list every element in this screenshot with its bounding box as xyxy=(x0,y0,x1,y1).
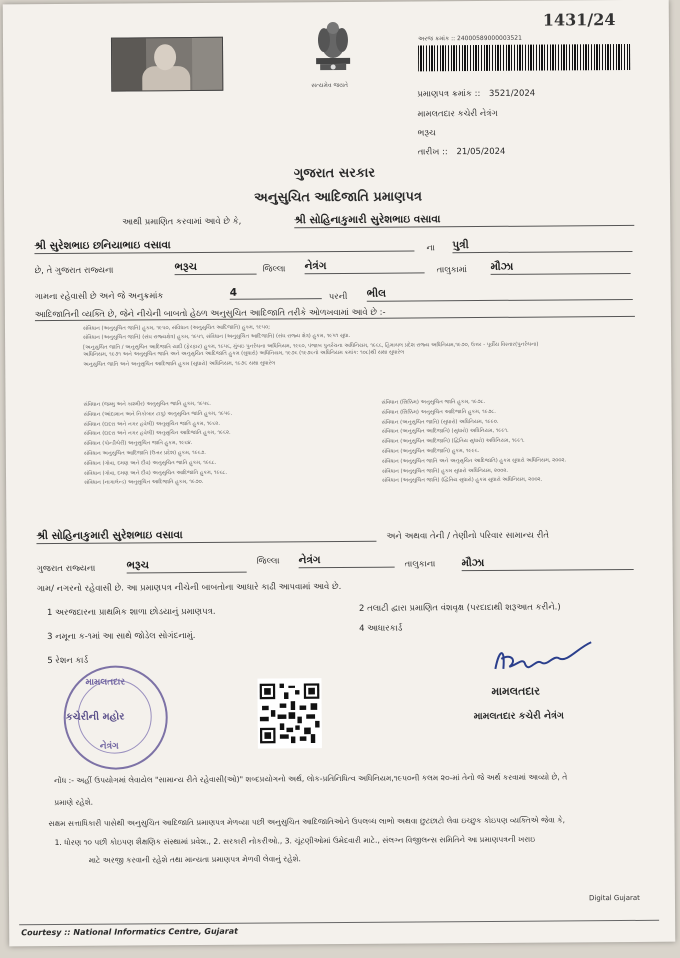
relation: પુત્રી xyxy=(452,238,632,253)
tribe-line: આદિજાતિની વ્યક્તિ છે, જેને નીચેની બાબતો હેઠળ અનુસુચિત આદિજાતિ તરીકે ઓળખવામાં આવે છે :- xyxy=(35,306,635,321)
officer-title: મામલતદાર xyxy=(491,684,540,698)
family-village: મૌઝા xyxy=(462,556,634,571)
order-item: સંવિધાન (જમ્મુ અને કાશ્મીર) અનુસુચિત જાતિ હુકમ, ૧૯૫૬. xyxy=(83,400,211,408)
national-emblem-icon xyxy=(308,18,358,82)
family-district: ભરૂચ xyxy=(127,559,247,574)
applicant-photo xyxy=(111,37,223,92)
order-item: સંવિધાન (દાદરા અને નગર હવેલી) અનુસુચિત આદિજાતિ હુકમ, ૧૯૬૨. xyxy=(83,430,231,438)
order-item: સંવિધાન (પોન્ડીચેરી) અનુસુચિત જાતિ હુકમ, ૧૯૬૪. xyxy=(83,440,193,447)
order-item: સંવિધાન અનુસુચિત આદિજાતિ (ઉત્તર પ્રદેશ) હુકમ, ૧૯૬૭. xyxy=(83,449,206,457)
taluka-suffix: તાલુકામાં xyxy=(436,265,467,276)
order-item: સંવિધાન (અનુસુચિત જાતિ) હુકમ સુધારો અધિનિયમ, ૨૦૦૨. xyxy=(381,467,509,475)
officer-signature xyxy=(487,638,597,683)
orders-left-list xyxy=(83,400,344,490)
order-item: સંવિધાન (અનુસુચિત આદિજાતિ) હુકમ, ૧૯૯૬. xyxy=(381,448,480,455)
order-item: સંવિધાન (ગોવા, દમણ અને દીવ) અનુસુચિત આદિજાતિ હુકમ, ૧૯૬૮. xyxy=(83,469,228,477)
certificate-title: અનુસુચિત આદિજાતિ પ્રમાણપત્ર xyxy=(254,189,423,206)
document-item: 1 અરજદારના પ્રાથમિક શાળા છોડયાનું પ્રમાણપત્ર. xyxy=(46,606,216,619)
barcode-label: અરજ ક્રમાંક :: 24000589000003521 xyxy=(417,34,522,43)
date-label: તારીખ :: xyxy=(417,147,448,158)
note-line: નોંધ :- અહીં ઉપયોગમાં લેવાયેલ "સામાન્ય રીતે રહેવાસી(ઓ)" શબ્દપ્રયોગનો અર્થ, લોક-પ્રતિનિધિત્વ અધિનિયમ,૧૯૫૦ની કલમ ૨૦-માં તેનો જે અર્થ કરવામાં આવ્યો છે, તે xyxy=(54,772,568,785)
order-item: અનુસુચિત જાતિ અને અનુસુચિત આદિજાતિ હુકમ (સુધારો) અધિનિયમ, ૧૯૭૬ યથા સુધારેલ xyxy=(83,360,276,368)
orders-right-list xyxy=(381,398,642,488)
handwritten-number: 1431/24 xyxy=(542,10,616,30)
basis-line: ગામ/ નગરનો રહેવાસી છે. આ પ્રમાણપત્ર નીચેની બાબતોના આધારે કાઢી આપવામાં આવે છે. xyxy=(36,581,342,595)
district-suffix: જિલ્લા xyxy=(262,264,286,275)
order-item: સંવિધાન (અનુસુચિત જાતિ અને અનુસુચિત આદિજાતિ) હુકમ સુધારો અધિનિયમ, ૨૦૦૨. xyxy=(381,457,567,465)
family-taluka-suffix: તાલુકાના xyxy=(404,559,436,570)
state-prefix: છે, તે ગુજરાત રાજ્યના xyxy=(34,265,114,277)
qr-code-image xyxy=(257,678,321,748)
order-item: સંવિધાન (આંદામાન અને નિકોબાર ટાપુ) અનુસુચિત જાતિ હુકમ, ૧૯૫૯. xyxy=(83,410,233,418)
certificate-number-label: પ્રમાણપત્ર ક્રમાંક :: xyxy=(417,89,481,100)
document-item: 3 નમૂના ક-૧માં આ સાથે જોડેલ સોગંદનામું. xyxy=(47,631,196,643)
digital-gujarat-label: Digital Gujarat xyxy=(588,893,640,903)
order-item: સંવિધાન (અનુસુચિત જાતિ) હુકમ, ૧૯૫૦, સંવિધાન (અનુસુચિત આદિજાતિ) હુકમ, ૧૯૫૦; xyxy=(82,324,270,332)
note-line: સક્ષમ સત્તાધિકારી પાસેથી અનુસુચિત આદિજાતિ પ્રમાણપત્ર મેળવ્યા પછી અનુસુચિત આદિજાતિઓને ઉપલબ્ધ લાભો અથવા છુટછાટો લેવા ઇચ્છુક કોઇપણ વ્યક્તિએ જેવા કે, xyxy=(48,815,566,829)
applicant-name: શ્રી સોહિનાકુમારી સુરેશભાઇ વસાવા xyxy=(294,212,634,228)
family-suffix: અને અથવા તેની / તેણીનો પરિવાર સામાન્ય રીતે xyxy=(386,530,550,542)
note-line: માટે અરજી કરવાની રહેશે તથા માન્યતા પ્રમાણપત્ર મેળવી લેવાનું રહેશે. xyxy=(88,854,301,865)
document-item: 2 તલાટી દ્વારા પ્રમાણિત વંશવૃક્ષ (પરદાદાથી શરૂઆત કરીને.) xyxy=(358,602,561,614)
serial-number: 4 xyxy=(230,286,322,300)
order-item: સંવિધાન (સિક્કિમ) અનુસુચિત જાતિ હુકમ, ૧૯૭૮. xyxy=(381,398,486,406)
footer-divider xyxy=(19,920,659,925)
relation-prefix: ના xyxy=(426,243,435,254)
courtesy-text: Courtesy :: National Informatics Centre, Gujarat xyxy=(21,926,238,938)
family-district-suffix: જિલ્લા xyxy=(256,556,280,567)
father-name: શ્રી સુરેશભાઇ છનિયાભાઇ વસાવા xyxy=(34,237,414,254)
officer-office: મામલતદાર કચેરી નેત્રંગ xyxy=(473,710,564,723)
order-item: સંવિધાન (અનુસુચિત આદિજાતિ) (સુધારો) અધિનિયમ, ૧૯૯૧. xyxy=(381,428,509,436)
order-item: સંવિધાન (દાદરા અને નગર હવેલી) અનુસુચિત જાતિ હુકમ, ૧૯૬૨. xyxy=(83,420,220,428)
serial-suffix: પરની xyxy=(328,291,348,303)
order-item: સંવિધાન (અનુસુચિત જાતિ) (દ્વિતિય સુધારો) હુકમ સુધારો અધિનિયમ, ૨૦૦૨. xyxy=(382,476,543,485)
district-value: ભરૂચ xyxy=(175,261,257,276)
note-line: 1. ધોરણ ૧૦ પછી કોઇપણ શૈક્ષણિક સંસ્થામાં પ્રવેશ., 2. સરકારી નોકરીઓ., 3. ચૂંટણીઓમાં ઉમેદવારી માટે., સંલગ્ન વિજીલન્સ સમિતિને આ પ્રમાણપત્રની ખરાઇ xyxy=(54,834,536,847)
taluka-value: નેત્રંગ xyxy=(305,259,425,274)
office-line: મામલતદાર કચેરી નેત્રંગ xyxy=(417,108,498,120)
certify-text: આથી પ્રમાણિત કરવામાં આવે છે કે, xyxy=(122,216,242,228)
order-item: સંવિધાન (અનુસુચિત જાતિ) (સંઘ રાજ્યક્ષેત્ર) હુકમ, ૧૯૫૧, સંવિધાન (અનુસુચિત આદિજાતિ) (સંઘ રાજ્ય ક્ષેત્ર) હુકમ, ૧૯૫૧ સુધા. xyxy=(83,333,351,342)
certificate-number-row xyxy=(417,89,535,100)
government-title: ગુજરાત સરકાર xyxy=(293,165,376,182)
orders-top-list xyxy=(83,322,643,368)
date-row xyxy=(418,147,506,158)
barcode-image xyxy=(418,44,630,71)
office-seal xyxy=(63,665,168,770)
family-name: શ્રી સોહિનાકુમારી સુરેશભાઇ વસાવા xyxy=(36,528,376,544)
village-value: મૌઝા xyxy=(491,260,631,275)
district-line: ભરૂચ xyxy=(417,128,436,139)
order-item: સંવિધાન (અનુસુચિત જાતિ) (સુધારો) અધિનિયમ, ૧૯૯૦. xyxy=(381,418,499,426)
certificate-number: 3521/2024 xyxy=(489,88,536,99)
resident-line: ગામના રહેવાસી છે અને જે અનુક્રમાંક xyxy=(34,291,164,303)
issue-date: 21/05/2024 xyxy=(456,146,506,158)
order-item: સંવિધાન (નાગાલેન્ડ) અનુસુચિત આદિજાતિ હુકમ, ૧૯૭૦. xyxy=(84,479,204,487)
family-taluka: નેત્રંગ xyxy=(299,554,395,569)
note-line: પ્રમાણે રહેશે. xyxy=(54,797,94,807)
seal-text-bottom: નેત્રંગ xyxy=(99,741,119,752)
document-item: 4 આધારકાર્ડ xyxy=(359,623,403,634)
tribe-name: ભીલ xyxy=(367,286,633,302)
order-item: સંવિધાન (સિક્કિમ) અનુસુચિત આદિજાતિ હુકમ, ૧૯૭૮. xyxy=(381,408,496,416)
emblem-caption: સત્યમેવ જયતે xyxy=(311,81,349,90)
document-item: 5 રેશન કાર્ડ xyxy=(47,655,89,667)
order-item: અધિનિયમ, ૧૯૭૧ અને અનુસુચિત જાતિ અને અનુસુચિત આદિજાતિ હુકમ (સુધારો) અધિનિયમ, ૧૯૭૬ (૧૯૭૬નો અધિનિયમ ક્રમાંક: ૧૦૮)થી યથા સુધારેલ xyxy=(83,349,405,359)
seal-text-top: મામલતદાર xyxy=(85,677,126,688)
order-item: સંવિધાન (ગોવા, દમણ અને દીવ) અનુસુચિત જાતિ હુકમ, ૧૯૬૮. xyxy=(83,459,217,467)
family-state-prefix: ગુજરાત રાજ્યના xyxy=(36,563,96,575)
order-item: [અનુસુચિત જાતિ / અનુસુચિત આદિજાતિ યાદી (ફેરફાર) હુકમ, ૧૯૫૬, મુંબઇ પુનર્રચના અધિનિયમ, ૧૯૬૦, પંજાબ પુનર્રચના અધિનિયમ, ૧૯૬૬, હિમાચલ પ્રદેશ રાજ્ય અધિનિયમ,૧૯૭૦, ઉત્તર - પૂર્વીય વિસ્તાર(પુનર્રચના) xyxy=(83,341,539,351)
seal-text-mid: કચેરીની મહોર xyxy=(65,711,125,723)
order-item: સંવિધાન (અનુસુચિત આદિજાતિ) (દ્વિતિય સુધારો) અધિનિયમ, ૧૯૯૧. xyxy=(381,437,525,445)
